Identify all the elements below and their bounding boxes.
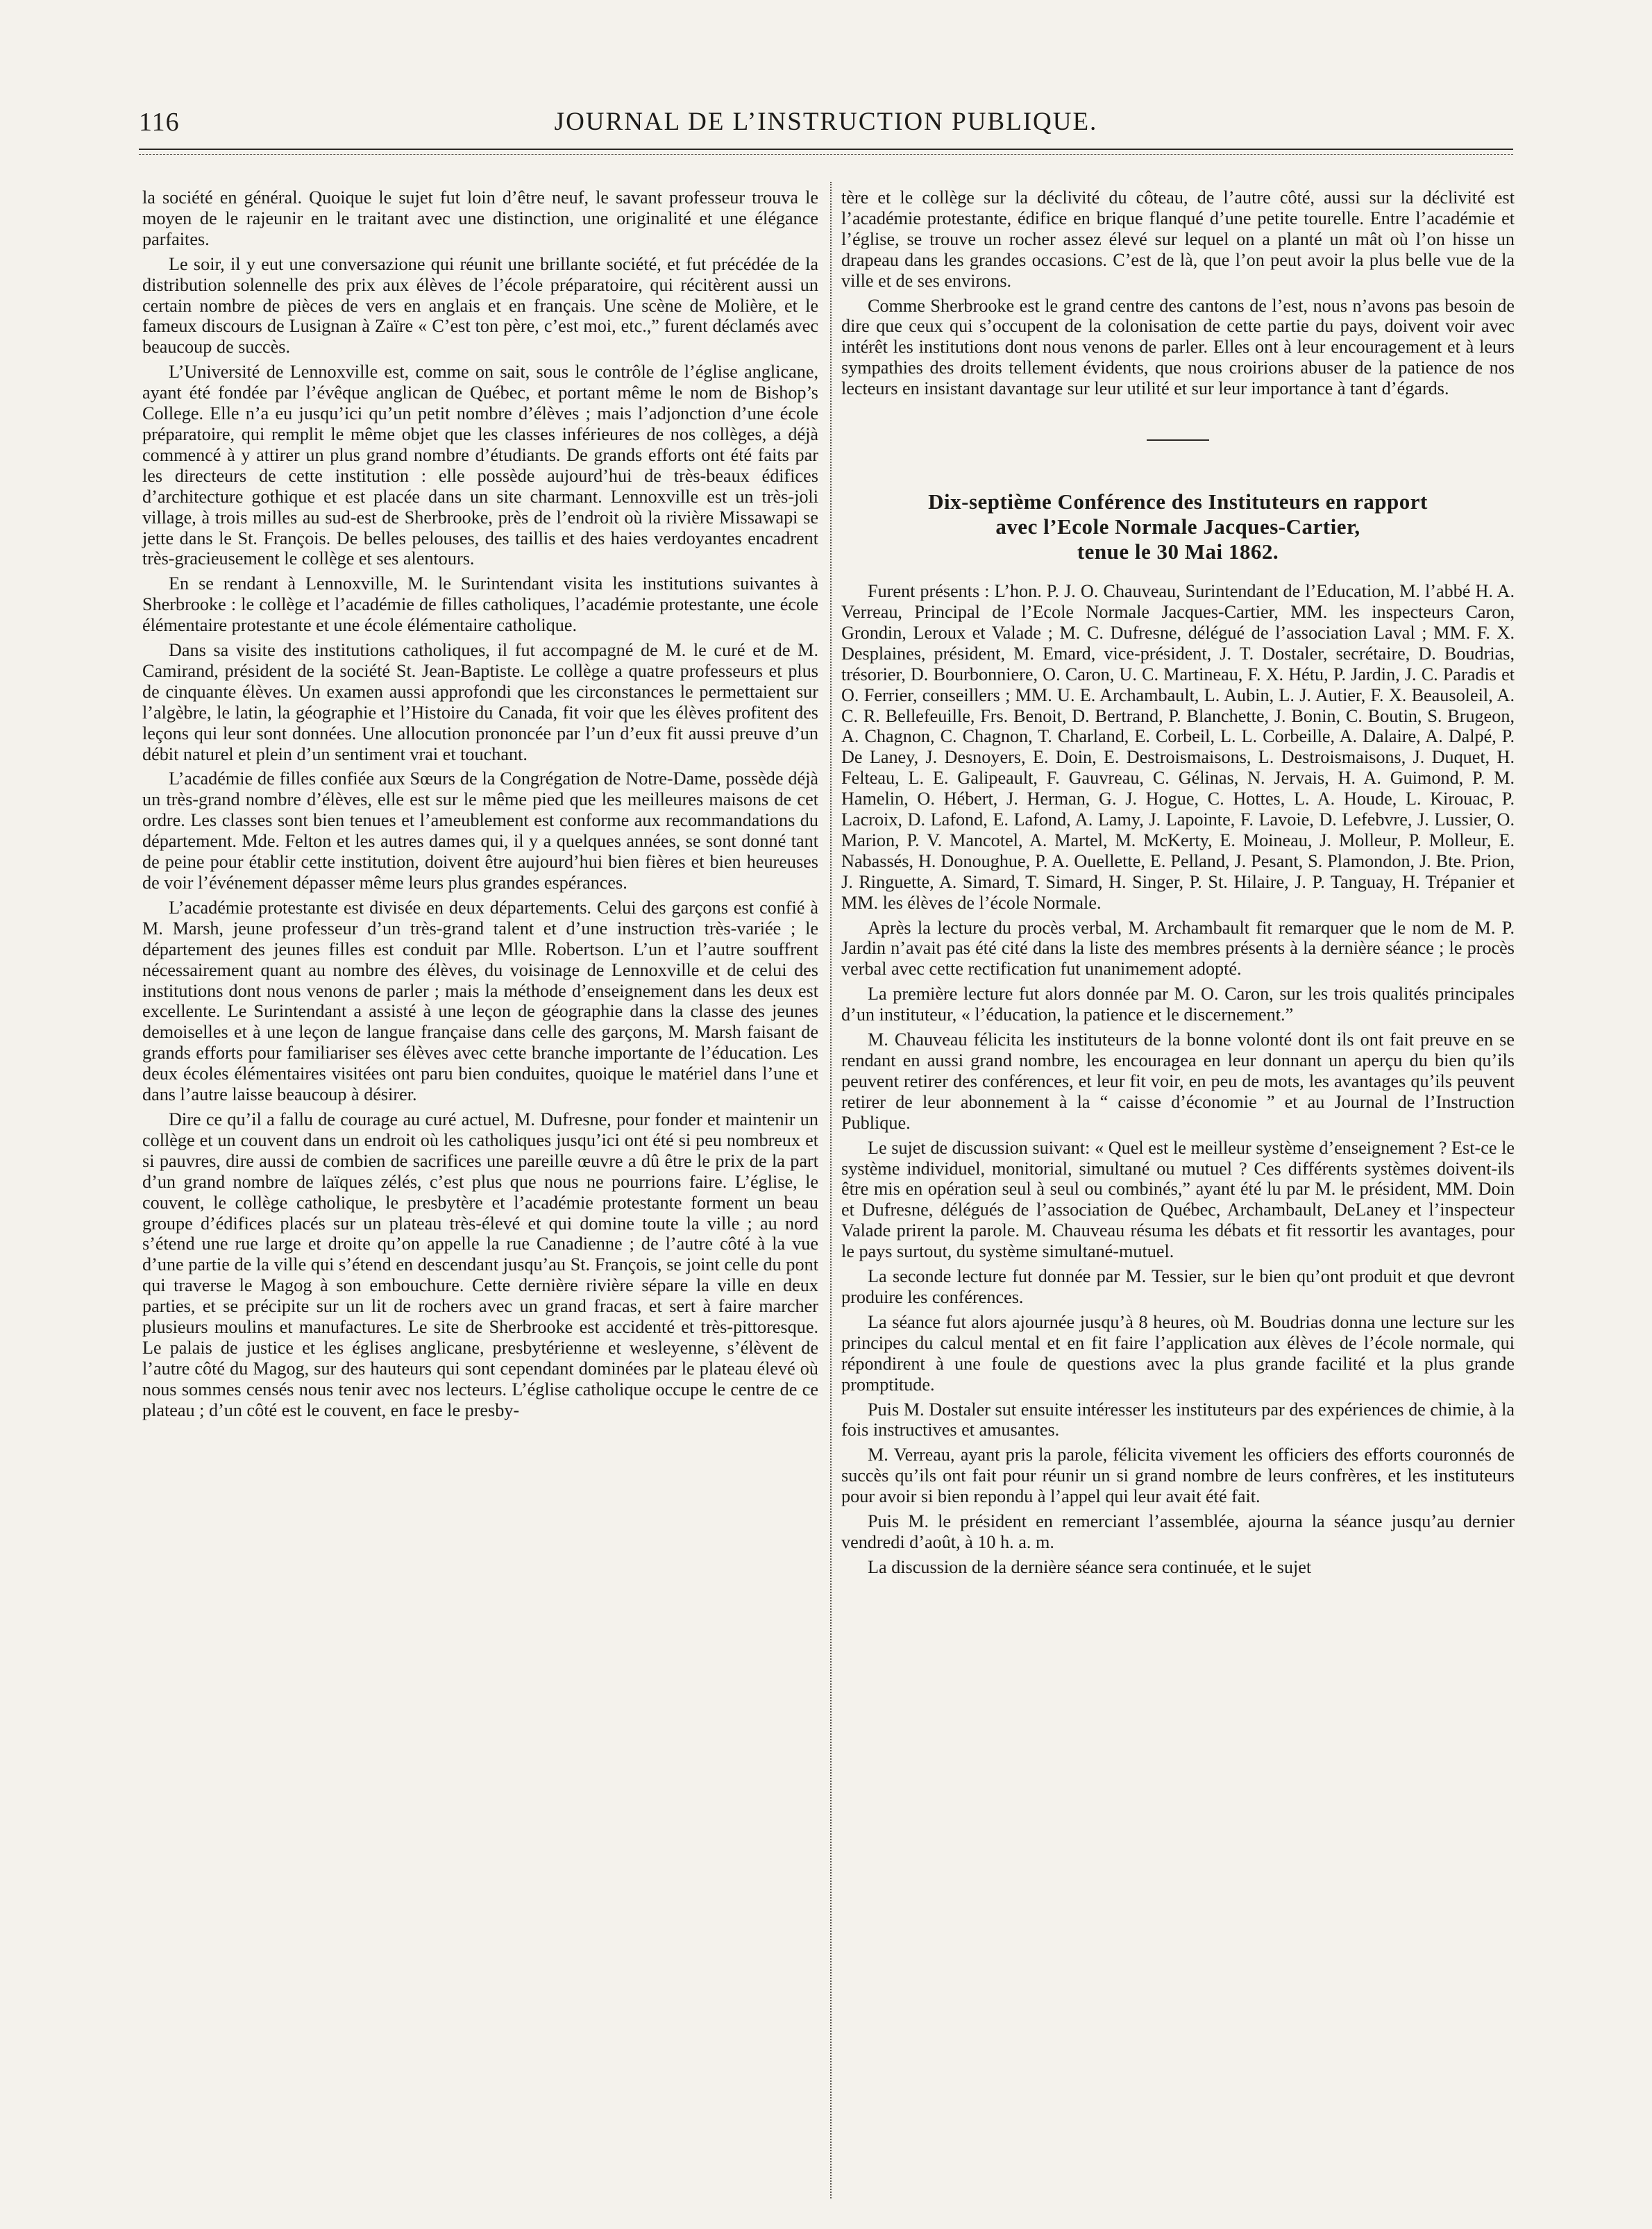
column-divider xyxy=(830,182,832,2198)
paragraph: Puis M. le président en remerciant l’assemblée, ajourna la séance jusqu’au dernier vendredi d’août, à 10 h. a. m. xyxy=(841,1511,1515,1552)
right-column xyxy=(841,187,1515,1582)
paragraph: Après la lecture du procès verbal, M. Archambault fit remarquer que le nom de M. P. Jardin n’avait pas été cité dans la liste des membres présents à la dernière séance ; le procès verbal avec cette rectification fut unanimement adopté. xyxy=(841,917,1515,979)
section-title-line: avec l’Ecole Normale Jacques-Cartier, xyxy=(995,514,1360,539)
paragraph: L’Université de Lennoxville est, comme on sait, sous le contrôle de l’église anglicane, ayant été fondée par l’évêque anglican de Québec, et portant même le nom de Bishop’s College. Elle n’a eu jusqu’ici qu’un petit nombre d’élèves ; mais l’adjonction d’une école préparatoire, qui remplit le même objet que les classes inférieures de nos collèges, a déjà commencé à y attirer un plus grand nombre d’étudiants. De grands efforts ont été faits par les directeurs de cette institution : elle possède aujourd’hui de très-beaux édifices d’architecture gothique et est placée dans un site charmant. Lennoxville est un très-joli village, à trois milles au sud-est de Sherbrooke, près de l’endroit où la rivière Missawapi se jette dans le St. François. De belles pelouses, des taillis et des haies verdoyantes encadrent très-gracieusement le collège et ses alentours. xyxy=(142,362,818,569)
paragraph: Comme Sherbrooke est le grand centre des cantons de l’est, nous n’avons pas besoin de dire que ceux qui s’occupent de la colonisation de cette partie du pays, doivent voir avec intérêt les institutions dont nous venons de parler. Elles ont à leur encouragement et à leurs sympathies des droits tellement évidents, que nous croirions abuser de la patience de nos lecteurs en insistant davantage sur leur utilité et sur leur importance à tant d’égards. xyxy=(841,295,1515,399)
paragraph: Le sujet de discussion suivant: « Quel est le meilleur système d’enseignement ? Est-ce le système individuel, monitorial, simultané ou mutuel ? Ces différents systèmes doivent-ils être mis en opération seul à seul ou combinés,” ayant été lu par M. le président, MM. Doin et Dufresne, délégués de l’association de Québec, Archambault, DeLaney et l’inspecteur Valade prirent la parole. M. Chauveau résuma les débats et fit ressortir les avantages, pour le pays surtout, du système simultané-mutuel. xyxy=(841,1137,1515,1262)
section-title-line: tenue le 30 Mai 1862. xyxy=(1077,539,1279,564)
section-title xyxy=(841,489,1515,564)
left-column xyxy=(142,187,818,1425)
paragraph: la société en général. Quoique le sujet fut loin d’être neuf, le savant professeur trouva le moyen de le rajeunir en le traitant avec une distinction, une originalité et une élégance parfaites. xyxy=(142,187,818,249)
paragraph: La seconde lecture fut donnée par M. Tessier, sur le bien qu’ont produit et que devront produire les conférences. xyxy=(841,1266,1515,1307)
paragraph: Le soir, il y eut une conversazione qui réunit une brillante société, et fut précédée de la distribution solennelle des prix aux élèves de l’école préparatoire, qui récitèrent aussi un certain nombre de pièces de vers en anglais et en français. Une scène de Molière, et le fameux discours de Lusignan à Zaïre « C’est ton père, c’est moi, etc.,” furent déclamés avec beaucoup de succès. xyxy=(142,253,818,358)
paragraph: L’académie de filles confiée aux Sœurs de la Congrégation de Notre-Dame, possède déjà un très-grand nombre d’élèves, elle est sur le même pied que les meilleures maisons de cet ordre. Les classes sont bien tenues et l’ameublement est conforme aux recommandations du département. Mde. Felton et les autres dames qui, il y a quelques années, se sont donné tant de peine pour établir cette institution, doivent être aujourd’hui bien fières et bien heureuses de voir l’événement dépasser même leurs plus grandes espérances. xyxy=(142,768,818,893)
section-separator xyxy=(1147,439,1209,441)
journal-title: JOURNAL DE L’INSTRUCTION PUBLIQUE. xyxy=(554,108,1098,136)
paragraph: tère et le collège sur la déclivité du côteau, de l’autre côté, aussi sur la déclivité est l’académie protestante, édifice en brique flanqué d’une petite tourelle. Entre l’académie et l’église, se trouve un rocher assez élevé sur lequel on a planté un mât où l’on hisse un drapeau dans les grandes occasions. C’est de là, que l’on peut avoir la plus belle vue de la ville et de ses environs. xyxy=(841,187,1515,291)
paragraph: En se rendant à Lennoxville, M. le Surintendant visita les institutions suivantes à Sherbrooke : le collège et l’académie de filles catholiques, l’académie protestante, une école élémentaire protestante et une école élémentaire catholique. xyxy=(142,573,818,636)
section-title-line: Dix-septième Conférence des Instituteurs en rapport xyxy=(928,489,1428,514)
header-rule xyxy=(139,149,1513,150)
paragraph: M. Chauveau félicita les instituteurs de la bonne volonté dont ils ont fait preuve en se rendant en aussi grand nombre, les encouragea en leur donnant un aperçu du bien qu’ils peuvent retirer des conférences, et leur fit voir, en peu de mots, les avantages qu’ils peuvent retirer de leur abonnement à la “ caisse d’économie ” et au Journal de l’Instruction Publique. xyxy=(841,1029,1515,1133)
paragraph: Dans sa visite des institutions catholiques, il fut accompagné de M. le curé et de M. Camirand, président de la société St. Jean-Baptiste. Le collège a quatre professeurs et plus de cinquante élèves. Un examen aussi approfondi que les circonstances le permettaient sur l’algèbre, le latin, la géographie et l’Histoire du Canada, fit voir que les élèves profitent des leçons qui leur sont données. Une allocution prononcée par l’un d’eux fit aussi preuve d’un débit naturel et plein d’un sentiment vrai et touchant. xyxy=(142,640,818,764)
header-rule-secondary xyxy=(139,154,1513,155)
paragraph: L’académie protestante est divisée en deux départements. Celui des garçons est confié à M. Marsh, jeune professeur d’un très-grand talent et d’une instruction très-variée ; le département des jeunes filles est conduit par Mlle. Robertson. L’un et l’autre souffrent nécessairement quant au nombre des élèves, du voisinage de Lennoxville et de celui des institutions dont nous venons de parler ; mais la méthode d’enseignement dans les deux est excellente. Le Surintendant a assisté à une leçon de géographie dans la classe des jeunes demoiselles et à une leçon de langue française dans celle des garçons, M. Marsh faisant de grands efforts pour familiariser ses élèves avec cette branche importante de l’éducation. Les deux écoles élémentaires visitées ont paru bien conduites, quoique le matériel dans l’une et dans l’autre laisse beaucoup à désirer. xyxy=(142,897,818,1105)
paragraph: Dire ce qu’il a fallu de courage au curé actuel, M. Dufresne, pour fonder et maintenir un collège et un couvent dans un endroit où les catholiques jusqu’ici ont été si peu nombreux et si pauvres, dire aussi de combien de sacrifices une pareille œuvre a dû être le prix de la part d’un grand nombre de laïques zélés, c’est plus que nous ne pourrions faire. L’église, le couvent, le collège catholique, le presbytère et l’académie protestante forment un beau groupe d’édifices placés sur un plateau très-élevé et qui domine toute la ville ; au nord s’étend une rue large et droite qu’on appelle la rue Canadienne ; de l’autre côté à la vue d’une partie de la ville qui s’étend en descendant jusqu’au St. François, se joint celle du pont qui traverse le Magog à son embouchure. Cette dernière rivière sépare la ville en deux parties, et se précipite sur un lit de rochers avec un grand fracas, et sert à faire marcher plusieurs moulins et manufactures. Le site de Sherbrooke est accidenté et très-pittoresque. Le palais de justice et les églises anglicane, presbytérienne et wesleyenne, s’élèvent de l’autre côté du Magog, sur des hauteurs qui sont cependant dominées par le plateau élevé où nous sommes censés nous tenir avec nos lecteurs. L’église catholique occupe le centre de ce plateau ; d’un côté est le couvent, en face le presby- xyxy=(142,1109,818,1420)
page-header xyxy=(139,104,1513,146)
paragraph: La séance fut alors ajournée jusqu’à 8 heures, où M. Boudrias donna une lecture sur les principes du calcul mental et en fit faire l’application aux élèves de l’école normale, qui répondirent à une foule de questions avec la plus grande facilité et la plus grande promptitude. xyxy=(841,1311,1515,1395)
paragraph: La discussion de la dernière séance sera continuée, et le sujet xyxy=(868,1556,1312,1577)
page-number: 116 xyxy=(139,108,180,137)
paragraph: La première lecture fut alors donnée par M. O. Caron, sur les trois qualités principales d’un instituteur, « l’éducation, la patience et le discernement.” xyxy=(841,984,1515,1025)
paragraph: Furent présents : L’hon. P. J. O. Chauveau, Surintendant de l’Education, M. l’abbé H. A. Verreau, Principal de l’Ecole Normale Jacques-Cartier, MM. les inspecteurs Caron, Grondin, Leroux et Valade ; M. C. Dufresne, délégué de l’association Laval ; MM. F. X. Desplaines, président, M. Emard, vice-président, J. T. Dostaler, secrétaire, D. Boudrias, trésorier, D. Bourbonniere, O. Caron, U. C. Martineau, F. X. Hétu, P. Jardin, J. C. Paradis et O. Ferrier, conseillers ; MM. U. E. Archambault, L. Aubin, L. J. Autier, F. X. Beausoleil, A. C. R. Bellefeuille, Frs. Benoit, D. Bertrand, P. Blanchette, J. Bonin, C. Boutin, S. Brugeon, A. Chagnon, C. Chagnon, T. Charland, E. Corbeil, L. L. Corbeille, A. Dalaire, A. Dalpé, P. De Laney, J. Desnoyers, E. Doin, E. Destroismaisons, L. Destroismaisons, J. Duquet, H. Felteau, L. E. Galipeault, F. Gauvreau, C. Gélinas, N. Jervais, H. A. Guimond, P. M. Hamelin, O. Hébert, J. Herman, G. J. Hogue, C. Hottes, L. A. Houde, L. Kirouac, P. Lacroix, D. Lafond, E. Lafond, A. Lamy, J. Lapointe, F. Lavoie, D. Lefebvre, J. Lussier, O. Marion, P. V. Mancotel, A. Martel, M. McKerty, E. Moineau, J. Molleur, P. Molleur, E. Nabassés, H. Donoughue, P. A. Ouellette, E. Pelland, J. Pesant, S. Plamondon, J. Bte. Prion, J. Ringuette, A. Simard, T. Simard, H. Singer, P. St. Hilaire, J. P. Tanguay, H. Trépanier et MM. les élèves de l’école Normale. xyxy=(841,581,1515,913)
paragraph: Puis M. Dostaler sut ensuite intéresser les instituteurs par des expériences de chimie, à la fois instructives et amusantes. xyxy=(841,1399,1515,1440)
paragraph: M. Verreau, ayant pris la parole, félicita vivement les officiers des efforts couronnés de succès qu’ils ont fait pour réunir un si grand nombre de leurs confrères, et les instituteurs pour avoir si bien repondu à l’appel qui leur avait été fait. xyxy=(841,1445,1515,1507)
